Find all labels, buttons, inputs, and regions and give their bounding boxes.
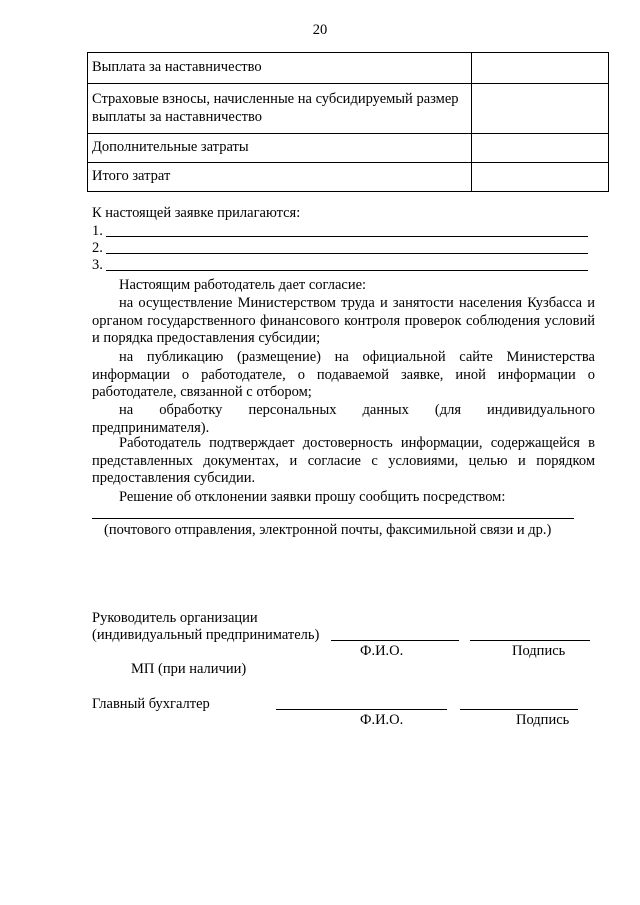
page-number: 20: [312, 22, 328, 38]
accountant-signature-caption: Подпись: [516, 712, 570, 728]
head-title: Руководитель организации: [92, 610, 258, 626]
attachment-number: 1.: [92, 223, 103, 239]
table-row: [88, 84, 609, 134]
attachment-number: 2.: [92, 240, 103, 256]
attachments-heading: К настоящей заявке прилагаются:: [92, 205, 301, 221]
table-cell-value: [472, 162, 609, 191]
head-fio-caption: Ф.И.О.: [360, 643, 404, 659]
table-row: [88, 53, 609, 84]
table-cell-value: [472, 134, 609, 163]
notification-method-line: [92, 518, 574, 519]
table-cell-label: Страховые взносы, начисленные на субсидируемый размер выплаты за наставничество: [88, 84, 472, 134]
consent-paragraph-3: на обработку персональных данных (для индивидуального предпринимателя).: [92, 402, 595, 436]
table-cell-label: Итого затрат: [88, 162, 472, 191]
table-row: [88, 162, 609, 191]
stamp-label: МП (при наличии): [131, 661, 247, 677]
rejection-notice-text: Решение об отклонении заявки прошу сообщить посредством:: [119, 489, 506, 505]
table-row: [88, 134, 609, 163]
head-subtitle: (индивидуальный предприниматель): [92, 627, 320, 643]
table-cell-label: Выплата за наставничество: [88, 53, 472, 84]
costs-table: [87, 52, 609, 192]
head-fio-line: [331, 640, 459, 641]
consent-paragraph-2: на публикацию (размещение) на официальной сайте Министерства информации о работодателе, о подаваемой заявке, иной информации о работодателе, связанной с отбором;: [92, 349, 595, 400]
attachment-line: [106, 253, 588, 254]
accountant-fio-caption: Ф.И.О.: [360, 712, 404, 728]
table-cell-value: [472, 53, 609, 84]
table-cell-label: Дополнительные затраты: [88, 134, 472, 163]
consent-paragraph-1: на осуществление Министерством труда и занятости населения Кузбасса и органом государственного финансового контроля проверок соблюдения условий и порядка предоставления субсидии;: [92, 295, 595, 346]
accountant-signature-line: [460, 709, 578, 710]
head-signature-caption: Подпись: [512, 643, 566, 659]
table-cell-value: [472, 84, 609, 134]
attachment-line: [106, 270, 588, 271]
attachment-number: 3.: [92, 257, 103, 273]
attachment-line: [106, 236, 588, 237]
accountant-fio-line: [276, 709, 447, 710]
confirmation-paragraph: Работодатель подтверждает достоверность информации, содержащейся в представленных документах, и согласие с условиями, целью и порядком предоставления субсидии.: [92, 435, 595, 486]
consent-intro: Настоящим работодатель дает согласие:: [119, 277, 367, 293]
head-signature-line: [470, 640, 590, 641]
notification-method-hint: (почтового отправления, электронной почты, факсимильной связи и др.): [104, 522, 552, 538]
accountant-title: Главный бухгалтер: [92, 696, 210, 712]
